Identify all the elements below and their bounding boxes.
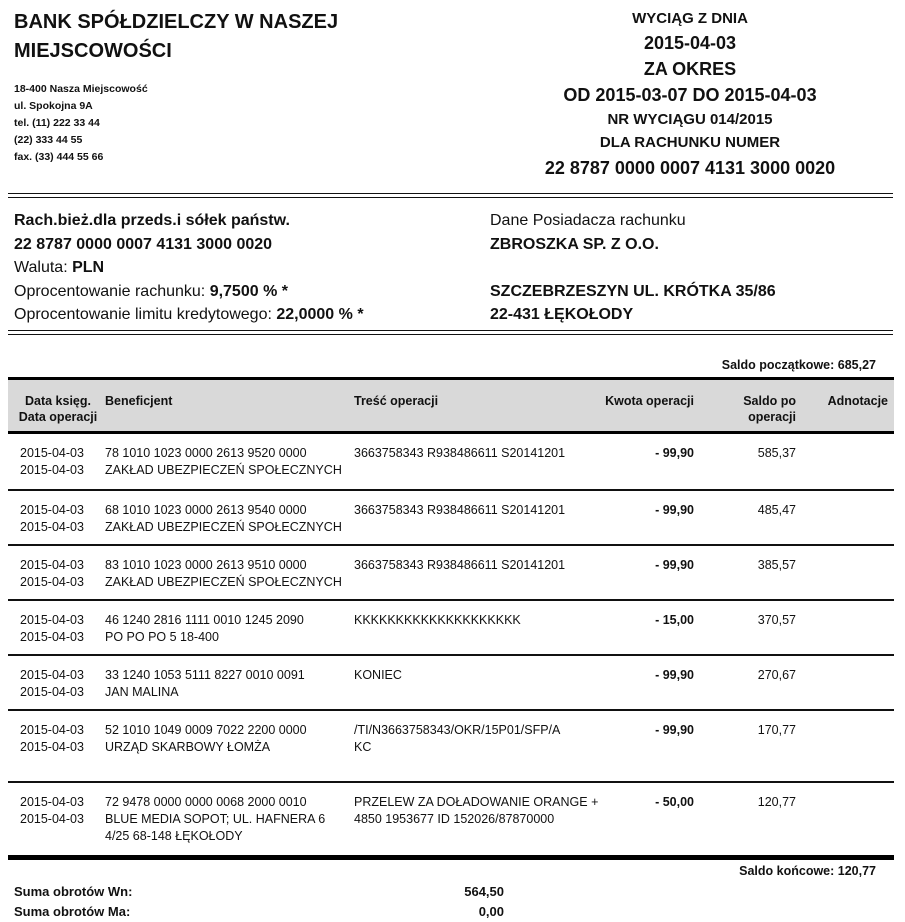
table-row bbox=[8, 434, 894, 491]
credit-total-label: Suma obrotów Ma: bbox=[14, 904, 131, 919]
row-title: PRZELEW ZA DOŁADOWANIE ORANGE + 4850 1953677 ID 152026/87870000 bbox=[354, 795, 599, 826]
holder-address: SZCZEBRZESZYN UL. KRÓTKA 35/86 bbox=[490, 282, 776, 300]
row-beneficiary: 68 1010 1023 0000 2613 9540 0000 ZAKŁAD UBEZPIECZEŃ SPOŁECZNYCH bbox=[105, 503, 342, 534]
row-amount: - 50,00 bbox=[655, 795, 694, 809]
account-number: 22 8787 0000 0007 4131 3000 0020 bbox=[14, 235, 273, 253]
statement-period: OD 2015-03-07 DO 2015-04-03 bbox=[563, 85, 817, 105]
row-balance: 485,47 bbox=[757, 503, 796, 517]
row-title: 3663758343 R938486611 S20141201 bbox=[354, 446, 566, 460]
bank-address-line: ul. Spokojna 9A bbox=[14, 100, 93, 112]
row-amount: - 15,00 bbox=[655, 613, 694, 627]
bank-phone: tel. (11) 222 33 44 bbox=[14, 117, 100, 129]
opening-balance: Saldo początkowe: 685,27 bbox=[721, 358, 876, 372]
statement-header bbox=[480, 8, 900, 182]
row-title: 3663758343 R938486611 S20141201 bbox=[354, 558, 566, 572]
header-title: Treść operacji bbox=[354, 394, 439, 408]
holder-name: ZBROSZKA SP. Z O.O. bbox=[490, 235, 659, 253]
table-row bbox=[8, 491, 894, 546]
row-dates: 2015-04-03 2015-04-03 bbox=[20, 723, 84, 754]
row-title: /TI/N3663758343/OKR/15P01/SFP/A KC bbox=[354, 723, 561, 754]
statement-date: 2015-04-03 bbox=[643, 33, 737, 53]
statement-account-number: 22 8787 0000 0007 4131 3000 0020 bbox=[544, 158, 836, 178]
account-info bbox=[14, 209, 364, 327]
row-beneficiary: 78 1010 1023 0000 2613 9520 0000 ZAKŁAD UBEZPIECZEŃ SPOŁECZNYCH bbox=[105, 446, 342, 477]
header-balance: Saldo po operacji bbox=[743, 394, 796, 424]
header-amount: Kwota operacji bbox=[605, 394, 694, 408]
row-amount: - 99,90 bbox=[655, 558, 694, 572]
row-beneficiary: 46 1240 2816 1111 0010 1245 2090 PO PO PO 5 18-400 bbox=[105, 613, 304, 644]
row-dates: 2015-04-03 2015-04-03 bbox=[20, 446, 84, 477]
bank-fax: fax. (33) 444 55 66 bbox=[14, 151, 104, 163]
table-header bbox=[8, 377, 894, 434]
row-dates: 2015-04-03 2015-04-03 bbox=[20, 503, 84, 534]
table-row bbox=[8, 711, 894, 783]
row-title: KKKKKKKKKKKKKKKKKKKK bbox=[354, 613, 521, 627]
header-beneficiary: Beneficjent bbox=[105, 394, 173, 408]
row-balance: 385,57 bbox=[757, 558, 796, 572]
bank-address-line: 18-400 Nasza Miejscowość bbox=[14, 83, 148, 95]
table-row bbox=[8, 601, 894, 656]
bank-phone: (22) 333 44 55 bbox=[14, 134, 83, 146]
table-row bbox=[8, 546, 894, 601]
statement-period-label: ZA OKRES bbox=[643, 59, 737, 79]
account-currency: Waluta: PLN bbox=[14, 259, 105, 276]
row-balance: 585,37 bbox=[757, 446, 796, 460]
row-amount: - 99,90 bbox=[655, 503, 694, 517]
row-amount: - 99,90 bbox=[655, 446, 694, 460]
row-beneficiary: 72 9478 0000 0000 0068 2000 0010 BLUE MEDIA SOPOT; UL. HAFNERA 6 4/25 68-148 ŁĘKOŁODY bbox=[105, 795, 326, 843]
row-dates: 2015-04-03 2015-04-03 bbox=[20, 668, 84, 699]
bank-address bbox=[14, 81, 148, 166]
closing-balance: Saldo końcowe: 120,77 bbox=[739, 864, 876, 878]
header-dates: Data księg. Data operacji bbox=[18, 394, 98, 424]
statement-number: NR WYCIĄGU 014/2015 bbox=[607, 111, 773, 128]
row-beneficiary: 83 1010 1023 0000 2613 9510 0000 ZAKŁAD UBEZPIECZEŃ SPOŁECZNYCH bbox=[105, 558, 342, 589]
totals-values bbox=[380, 882, 504, 922]
holder-postcode: 22-431 ŁĘKOŁODY bbox=[490, 306, 634, 323]
row-balance: 170,77 bbox=[757, 723, 796, 737]
row-amount: - 99,90 bbox=[655, 668, 694, 682]
divider bbox=[8, 330, 893, 335]
row-title: 3663758343 R938486611 S20141201 bbox=[354, 503, 566, 517]
row-balance: 120,77 bbox=[757, 795, 796, 809]
bank-name: BANK SPÓŁDZIELCZY W NASZEJ MIEJSCOWOŚCI bbox=[14, 11, 339, 62]
row-balance: 270,67 bbox=[757, 668, 796, 682]
account-rate: Oprocentowanie rachunku: 9,7500 % * bbox=[14, 282, 288, 300]
row-dates: 2015-04-03 2015-04-03 bbox=[20, 613, 84, 644]
row-title: KONIEC bbox=[354, 668, 402, 682]
holder-info bbox=[490, 209, 776, 327]
holder-label: Dane Posiadacza rachunku bbox=[490, 212, 686, 229]
row-dates: 2015-04-03 2015-04-03 bbox=[20, 558, 84, 589]
row-beneficiary: 52 1010 1049 0009 7022 2200 0000 URZĄD SKARBOWY ŁOMŻA bbox=[105, 723, 307, 754]
table-row bbox=[8, 656, 894, 711]
debit-total: 564,50 bbox=[464, 884, 504, 899]
totals-labels bbox=[14, 882, 132, 922]
debit-total-label: Suma obrotów Wn: bbox=[14, 884, 133, 899]
statement-account-label: DLA RACHUNKU NUMER bbox=[599, 134, 781, 151]
account-credit-rate: Oprocentowanie limitu kredytowego: 22,0000 % * bbox=[14, 306, 364, 323]
header-annotations: Adnotacje bbox=[827, 394, 888, 408]
account-type: Rach.bież.dla przeds.i sółek państw. bbox=[14, 212, 290, 229]
credit-total: 0,00 bbox=[478, 904, 504, 919]
row-amount: - 99,90 bbox=[655, 723, 694, 737]
row-dates: 2015-04-03 2015-04-03 bbox=[20, 795, 84, 826]
statement-label: WYCIĄG Z DNIA bbox=[632, 10, 748, 27]
row-beneficiary: 33 1240 1053 5111 8227 0010 0091 JAN MALINA bbox=[105, 668, 305, 699]
table-row bbox=[8, 783, 894, 860]
row-balance: 370,57 bbox=[757, 613, 796, 627]
divider bbox=[8, 193, 893, 198]
